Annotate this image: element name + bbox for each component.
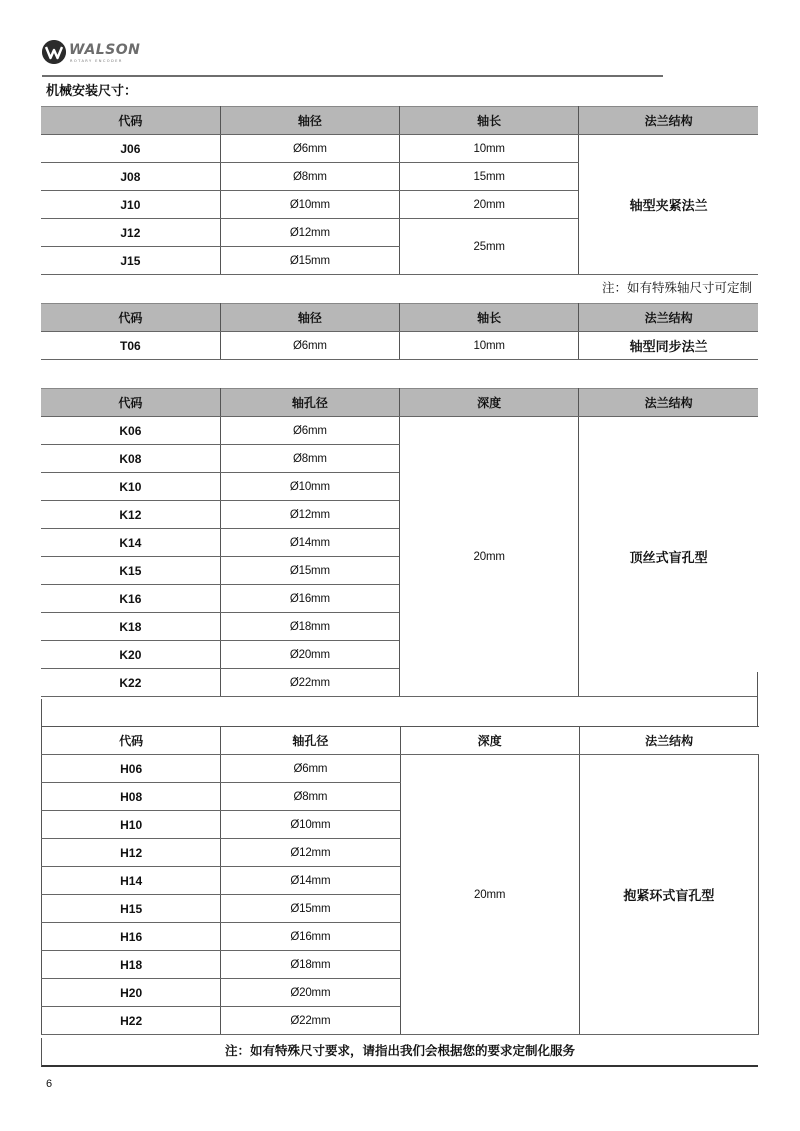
bore-cell: Ø6mm: [220, 417, 399, 445]
length-cell: 20mm: [400, 191, 579, 219]
bore-cell: Ø22mm: [221, 1007, 400, 1035]
col-header-bore: 轴孔径: [220, 389, 399, 417]
length-cell: 15mm: [400, 163, 579, 191]
bore-cell: Ø16mm: [220, 585, 399, 613]
col-header-depth: 深度: [400, 727, 579, 755]
col-header-flange: 法兰结构: [579, 389, 758, 417]
code-cell: K16: [41, 585, 220, 613]
col-header-diameter: 轴径: [220, 107, 399, 135]
col-header-code: 代码: [41, 304, 220, 332]
col-header-code: 代码: [41, 107, 220, 135]
code-cell: H12: [42, 839, 221, 867]
col-header-length: 轴长: [400, 304, 579, 332]
code-cell: H20: [42, 979, 221, 1007]
bore-cell: Ø8mm: [221, 783, 400, 811]
custom-shaft-note: 注：如有特殊轴尺寸可定制: [601, 280, 752, 295]
code-cell: H10: [42, 811, 221, 839]
col-header-code: 代码: [41, 389, 220, 417]
code-cell: K22: [41, 669, 220, 697]
code-cell: J10: [41, 191, 220, 219]
table-header-row: [41, 389, 758, 417]
table-row: [41, 417, 758, 445]
code-cell: K08: [41, 445, 220, 473]
code-cell: H08: [42, 783, 221, 811]
diameter-cell: Ø10mm: [220, 191, 399, 219]
table-row: [42, 755, 759, 783]
bore-cell: Ø18mm: [220, 613, 399, 641]
col-header-flange: 法兰结构: [579, 727, 758, 755]
length-cell: 10mm: [400, 135, 579, 163]
col-header-length: 轴长: [400, 107, 579, 135]
col-header-code: 代码: [42, 727, 221, 755]
code-cell: J06: [41, 135, 220, 163]
diameter-cell: Ø12mm: [220, 219, 399, 247]
code-cell: K20: [41, 641, 220, 669]
code-cell: K15: [41, 557, 220, 585]
depth-cell: 20mm: [400, 755, 579, 1035]
length-cell: 25mm: [400, 219, 579, 275]
diameter-cell: Ø8mm: [220, 163, 399, 191]
bore-cell: Ø6mm: [221, 755, 400, 783]
code-cell: K18: [41, 613, 220, 641]
col-header-bore: 轴孔径: [221, 727, 400, 755]
bore-cell: Ø22mm: [220, 669, 399, 697]
col-header-depth: 深度: [400, 389, 579, 417]
bore-cell: Ø16mm: [221, 923, 400, 951]
flange-cell: 轴型夹紧法兰: [579, 135, 758, 275]
code-cell: K06: [41, 417, 220, 445]
diameter-cell: Ø15mm: [220, 247, 399, 275]
bore-cell: Ø20mm: [221, 979, 400, 1007]
code-cell: H14: [42, 867, 221, 895]
table-row: [41, 332, 758, 360]
bore-cell: Ø12mm: [220, 501, 399, 529]
bore-cell: Ø12mm: [221, 839, 400, 867]
table-header-row: [41, 107, 758, 135]
col-header-diameter: 轴径: [220, 304, 399, 332]
code-cell: H18: [42, 951, 221, 979]
code-cell: H22: [42, 1007, 221, 1035]
code-cell: H06: [42, 755, 221, 783]
code-cell: J12: [41, 219, 220, 247]
flange-cell: 顶丝式盲孔型: [579, 417, 758, 697]
bore-cell: Ø10mm: [221, 811, 400, 839]
diameter-cell: Ø6mm: [220, 332, 399, 360]
bore-cell: Ø20mm: [220, 641, 399, 669]
code-cell: K14: [41, 529, 220, 557]
table-row: [41, 135, 758, 163]
code-cell: J08: [41, 163, 220, 191]
bore-cell: Ø10mm: [220, 473, 399, 501]
diameter-cell: Ø6mm: [220, 135, 399, 163]
code-cell: T06: [41, 332, 220, 360]
custom-size-note: 注：如有特殊尺寸要求，请指出我们会根据您的要求定制化服务: [41, 1038, 758, 1067]
table-right-border: [757, 672, 758, 727]
walson-w-logo-icon: [42, 40, 66, 64]
bore-cell: Ø15mm: [221, 895, 400, 923]
code-cell: K10: [41, 473, 220, 501]
depth-cell: 20mm: [400, 417, 579, 697]
bore-cell: Ø14mm: [221, 867, 400, 895]
shaft-sync-table: [41, 303, 758, 360]
shaft-clamp-table: [41, 106, 758, 275]
set-screw-blind-table: [41, 388, 758, 697]
col-header-flange: 法兰结构: [579, 107, 758, 135]
length-cell: 10mm: [400, 332, 579, 360]
code-cell: H15: [42, 895, 221, 923]
page-number: 6: [46, 1078, 53, 1090]
flange-cell: 轴型同步法兰: [579, 332, 758, 360]
section-title: 机械安装尺寸：: [46, 84, 138, 99]
blank-spacer-row: [41, 699, 758, 727]
walson-logo: [42, 40, 141, 66]
header-rule: [42, 75, 663, 77]
logo-wordmark: WALSON: [69, 42, 141, 58]
code-cell: H16: [42, 923, 221, 951]
bore-cell: Ø15mm: [220, 557, 399, 585]
table-header-row: [42, 727, 759, 755]
bore-cell: Ø8mm: [220, 445, 399, 473]
col-header-flange: 法兰结构: [579, 304, 758, 332]
bore-cell: Ø14mm: [220, 529, 399, 557]
table-header-row: [41, 304, 758, 332]
code-cell: J15: [41, 247, 220, 275]
flange-cell: 抱紧环式盲孔型: [579, 755, 758, 1035]
code-cell: K12: [41, 501, 220, 529]
logo-tagline: ROTARY ENCODER: [70, 59, 123, 63]
clamp-ring-blind-table: [41, 726, 759, 1035]
bore-cell: Ø18mm: [221, 951, 400, 979]
